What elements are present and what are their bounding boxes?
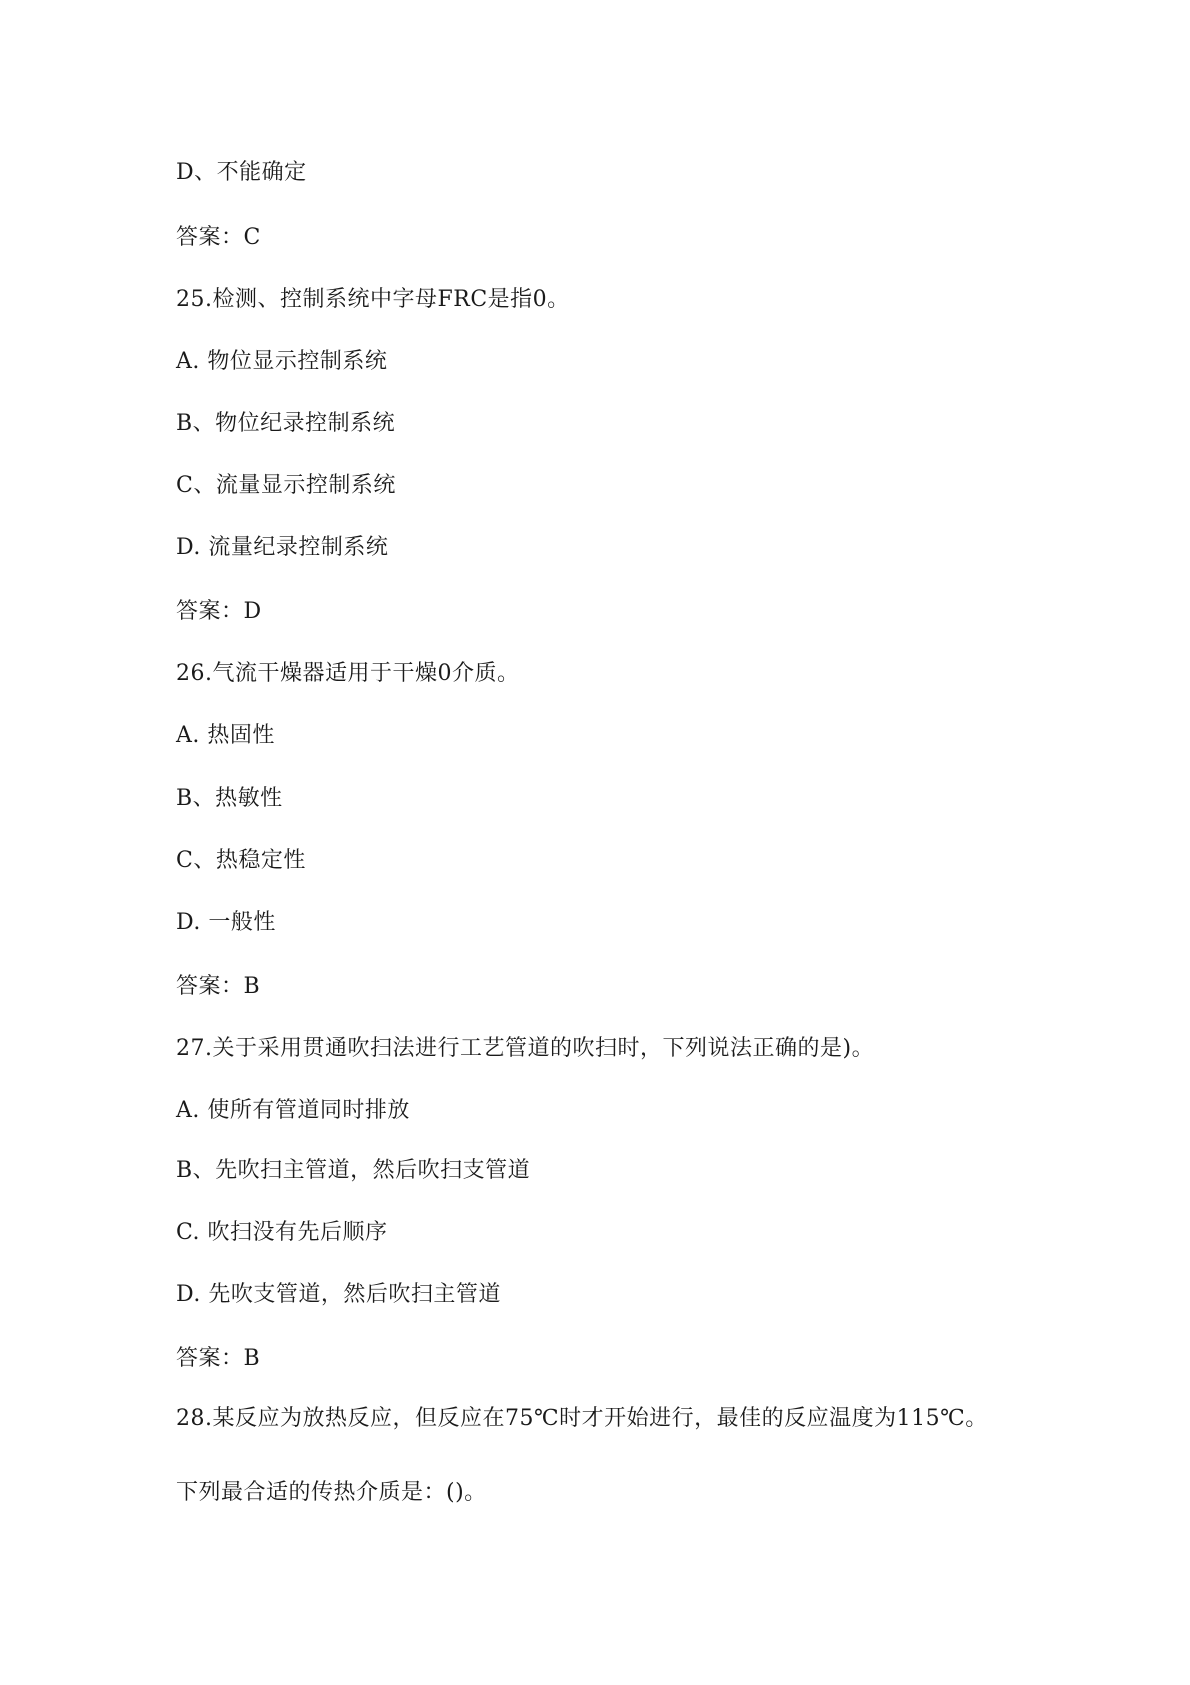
question-27: 27.关于采用贯通吹扫法进行工艺管道的吹扫时，下列说法正确的是)。 <box>176 1036 875 1061</box>
option-a-q25: A. 物位显示控制系统 <box>176 349 388 374</box>
option-c-q26: C、热稳定性 <box>176 848 306 873</box>
answer-q27: 答案：B <box>176 1346 261 1371</box>
answer-q25: 答案：D <box>176 599 262 624</box>
option-b-q26: B、热敏性 <box>176 786 283 811</box>
answer-q24: 答案：C <box>176 225 261 250</box>
question-28: 28.某反应为放热反应，但反应在75℃时才开始进行，最佳的反应温度为115℃。 <box>176 1406 988 1431</box>
question-26: 26.气流干燥器适用于干燥0介质。 <box>176 661 520 686</box>
option-a-q26: A. 热固性 <box>176 723 275 748</box>
question-25: 25.检测、控制系统中字母FRC是指0。 <box>176 287 570 312</box>
option-d-q26: D. 一般性 <box>176 910 276 935</box>
answer-q26: 答案：B <box>176 974 261 999</box>
option-d-q25: D. 流量纪录控制系统 <box>176 535 389 560</box>
option-b-q27: B、先吹扫主管道，然后吹扫支管道 <box>176 1158 531 1183</box>
option-d-q27: D. 先吹支管道，然后吹扫主管道 <box>176 1282 501 1307</box>
question-28-continued: 下列最合适的传热介质是：()。 <box>176 1480 487 1505</box>
option-b-q25: B、物位纪录控制系统 <box>176 411 396 436</box>
option-c-q25: C、流量显示控制系统 <box>176 473 396 498</box>
option-a-q27: A. 使所有管道同时排放 <box>176 1098 410 1123</box>
option-d-q24: D、不能确定 <box>176 160 307 185</box>
option-c-q27: C. 吹扫没有先后顺序 <box>176 1220 388 1245</box>
